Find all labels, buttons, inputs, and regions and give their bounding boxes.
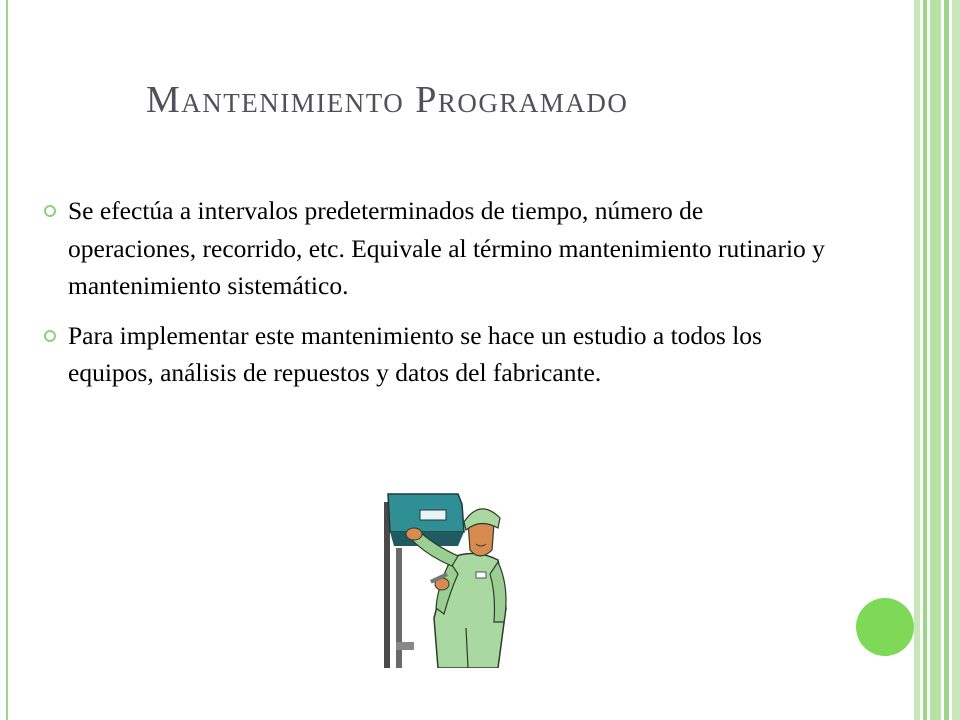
bullet-item [44,192,834,305]
bullet-text: Para implementar este mantenimiento se hace un estudio a todos los equipos, análisis de repuestos y datos del fabricante. [68,320,762,387]
bullet-list [44,192,834,404]
left-frame-line [6,0,8,720]
bullet-circle-icon [44,205,56,217]
bullet-item [44,317,834,392]
maintenance-worker-clipart [380,488,530,668]
slide-title: Mantenimiento Programado [146,79,629,121]
bullet-circle-icon [44,330,56,342]
bullet-text: Se efectúa a intervalos predeterminados de tiempo, número de operaciones, recorrido, etc. Equivale al término mantenimiento rutinario y mantenimiento sistemático. [68,196,825,300]
decorative-green-circle [856,598,914,656]
right-decorative-stripes [914,0,960,720]
